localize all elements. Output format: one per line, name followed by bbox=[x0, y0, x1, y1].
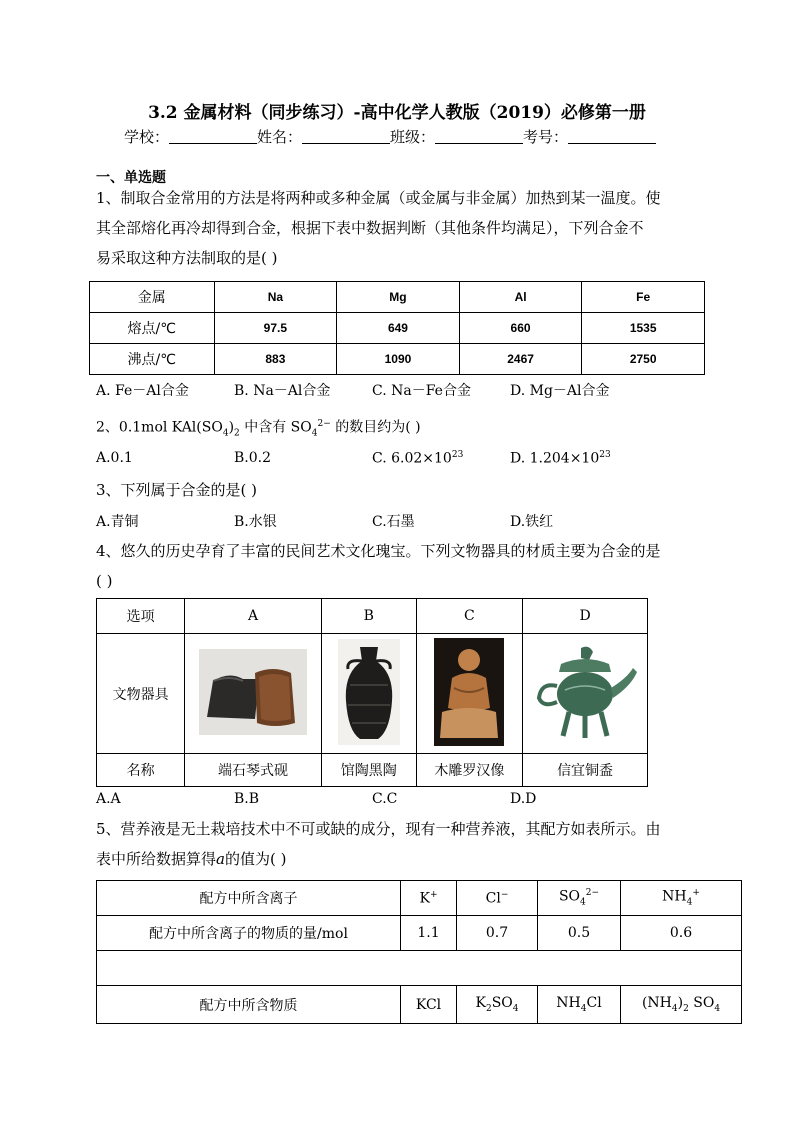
option-a[interactable]: A.0.1 bbox=[96, 450, 133, 466]
table-cell: 1.1 bbox=[401, 916, 457, 951]
table-cell: 选项 bbox=[97, 599, 185, 634]
page-title: 3.2 金属材料（同步练习）-高中化学人教版（2019）必修第一册 bbox=[148, 103, 646, 123]
question-2-text bbox=[96, 409, 421, 448]
option-c-text: C. 6.02×10 bbox=[372, 450, 452, 467]
table-cell: 馆陶黑陶 bbox=[321, 754, 416, 787]
table-cell: $K_2SO_4$ bbox=[457, 986, 538, 1024]
q5-line1: 5、营养液是无土栽培技术中不可或缺的成分，现有一种营养液，其配方如表所示。由 bbox=[96, 820, 661, 838]
table-cell: 配方中所含物质 bbox=[97, 986, 401, 1024]
metal-table bbox=[89, 281, 705, 375]
vase-image bbox=[338, 639, 400, 745]
question-3-text: 3、下列属于合金的是( ) bbox=[96, 481, 258, 499]
table-cell: $NH_4Cl$ bbox=[538, 986, 621, 1024]
table-cell: 2750 bbox=[582, 344, 705, 375]
table-cell: KCl bbox=[401, 986, 457, 1024]
q2-suffix: 的数目约为( ) bbox=[330, 419, 421, 436]
q1-line1: 1、制取合金常用的方法是将两种或多种金属（或金属与非金属）加热到某一温度。使 bbox=[96, 189, 661, 207]
substance-nh4cl: NH bbox=[556, 995, 581, 1012]
class-blank[interactable] bbox=[435, 129, 523, 144]
q2-formula: (SO bbox=[196, 419, 223, 436]
q1-line2: 其全部熔化再冷却得到合金，根据下表中数据判断（其他条件均满足），下列合金不 bbox=[96, 219, 644, 237]
q2-mid: 中含有 SO bbox=[239, 419, 312, 436]
table-cell: $(NH_4)_2$ $SO_4$ bbox=[621, 986, 742, 1024]
exponent: 23 bbox=[451, 450, 464, 460]
option-c[interactable] bbox=[372, 450, 463, 467]
q2-subscript: 4 bbox=[222, 428, 229, 439]
table-cell: 660 bbox=[459, 313, 582, 344]
inkstone-image bbox=[199, 649, 307, 735]
nutrient-table bbox=[96, 880, 742, 1024]
statue-image bbox=[434, 638, 504, 746]
table-cell: 1090 bbox=[337, 344, 460, 375]
name-blank[interactable] bbox=[302, 129, 390, 144]
table-cell: 文物器具 bbox=[97, 634, 185, 754]
table-cell: Mg bbox=[337, 282, 460, 313]
option-d[interactable]: D. Mg－Al合金 bbox=[510, 383, 610, 399]
table-cell: 名称 bbox=[97, 754, 185, 787]
table-cell: 信宜铜盉 bbox=[523, 754, 648, 787]
ion-so4: SO bbox=[558, 888, 581, 905]
option-d[interactable] bbox=[510, 450, 611, 467]
option-b[interactable]: B.B bbox=[234, 791, 260, 807]
table-cell: 配方中所含离子的物质的量/mol bbox=[97, 916, 401, 951]
table-cell: 配方中所含离子 bbox=[97, 881, 401, 916]
q4-options bbox=[96, 791, 696, 811]
school-label: 学校： bbox=[124, 128, 170, 146]
table-cell: C bbox=[416, 599, 523, 634]
option-a[interactable]: A. Fe－Al合金 bbox=[96, 383, 189, 399]
table-cell: 0.5 bbox=[538, 916, 621, 951]
table-cell: D bbox=[523, 599, 648, 634]
artifact-table bbox=[96, 598, 648, 787]
q1-line3: 易采取这种方法制取的是( ) bbox=[96, 249, 278, 267]
artifact-d-image bbox=[523, 634, 648, 754]
option-b[interactable]: B.0.2 bbox=[234, 450, 272, 466]
q2-ion-charge: 2− bbox=[317, 419, 331, 429]
q5-line2 bbox=[96, 844, 661, 874]
q5-line2-b: 的值为( ) bbox=[224, 850, 287, 868]
option-a[interactable]: A.青铜 bbox=[96, 514, 139, 530]
table-cell: 2467 bbox=[459, 344, 582, 375]
q2-ion-sub: 4 bbox=[311, 428, 318, 439]
substance-nh4-2so4: (NH bbox=[641, 995, 672, 1012]
table-cell: 0.6 bbox=[621, 916, 742, 951]
q2-prefix: 2、0.1mol KAl bbox=[96, 419, 197, 436]
table-cell: 883 bbox=[214, 344, 337, 375]
name-label: 姓名： bbox=[257, 128, 303, 146]
option-b[interactable]: B.水银 bbox=[234, 514, 277, 530]
exponent: 23 bbox=[599, 450, 611, 460]
ion-k: K bbox=[419, 890, 430, 907]
student-info bbox=[124, 126, 656, 147]
section-heading: 一、单选题 bbox=[96, 170, 166, 186]
table-cell: K+ bbox=[401, 881, 457, 916]
table-cell: B bbox=[321, 599, 416, 634]
id-blank[interactable] bbox=[568, 129, 656, 144]
option-d[interactable]: D.铁红 bbox=[510, 514, 554, 530]
table-empty-row bbox=[97, 951, 742, 986]
q4-line2: ( ) bbox=[96, 572, 113, 590]
table-cell: 0.7 bbox=[457, 916, 538, 951]
q2-subscript: 2 bbox=[234, 428, 240, 439]
q2-formula-close: ) bbox=[228, 419, 235, 436]
table-cell: 649 bbox=[337, 313, 460, 344]
id-label: 考号： bbox=[523, 128, 569, 146]
ion-nh4: NH bbox=[662, 888, 687, 905]
q3-options bbox=[96, 511, 696, 531]
table-cell: 金属 bbox=[90, 282, 215, 313]
artifact-a-image bbox=[185, 634, 322, 754]
option-b[interactable]: B. Na－Al合金 bbox=[234, 383, 331, 399]
question-4-text bbox=[96, 536, 661, 596]
table-cell: A bbox=[185, 599, 322, 634]
option-a[interactable]: A.A bbox=[96, 791, 121, 807]
table-cell: 97.5 bbox=[214, 313, 337, 344]
table-cell: 熔点/℃ bbox=[90, 313, 215, 344]
class-label: 班级： bbox=[390, 128, 436, 146]
q1-options bbox=[96, 380, 696, 400]
table-cell: Cl− bbox=[457, 881, 538, 916]
table-cell: 端石琴式砚 bbox=[185, 754, 322, 787]
ion-cl: Cl bbox=[485, 890, 501, 907]
question-5-text bbox=[96, 814, 661, 874]
question-1-text bbox=[96, 183, 661, 273]
table-cell: 沸点/℃ bbox=[90, 344, 215, 375]
option-d-text: D. 1.204×10 bbox=[510, 450, 600, 467]
q5-line2-a: 表中所给数据算得 bbox=[96, 850, 217, 868]
substance-k2so4: K bbox=[475, 995, 486, 1012]
artifact-c-image bbox=[416, 634, 523, 754]
option-d[interactable]: D.D bbox=[510, 791, 537, 807]
table-cell: Na bbox=[214, 282, 337, 313]
table-cell: Al bbox=[459, 282, 582, 313]
school-blank[interactable] bbox=[169, 129, 257, 144]
table-cell: $NH_4^+$ bbox=[621, 881, 742, 916]
bronze-vessel-image bbox=[531, 642, 639, 742]
option-c[interactable]: C.石墨 bbox=[372, 514, 415, 530]
q4-line1: 4、悠久的历史孕育了丰富的民间艺术文化瑰宝。下列文物器具的材质主要为合金的是 bbox=[96, 542, 661, 560]
q5-variable: a bbox=[216, 850, 225, 868]
artifact-b-image bbox=[321, 634, 416, 754]
option-c[interactable]: C. Na－Fe合金 bbox=[372, 383, 471, 399]
table-cell: Fe bbox=[582, 282, 705, 313]
q2-options bbox=[96, 450, 696, 470]
table-cell: 木雕罗汉像 bbox=[416, 754, 523, 787]
option-c[interactable]: C.C bbox=[372, 791, 398, 807]
table-cell: 1535 bbox=[582, 313, 705, 344]
table-cell: $SO_4^{2-}$ bbox=[538, 881, 621, 916]
